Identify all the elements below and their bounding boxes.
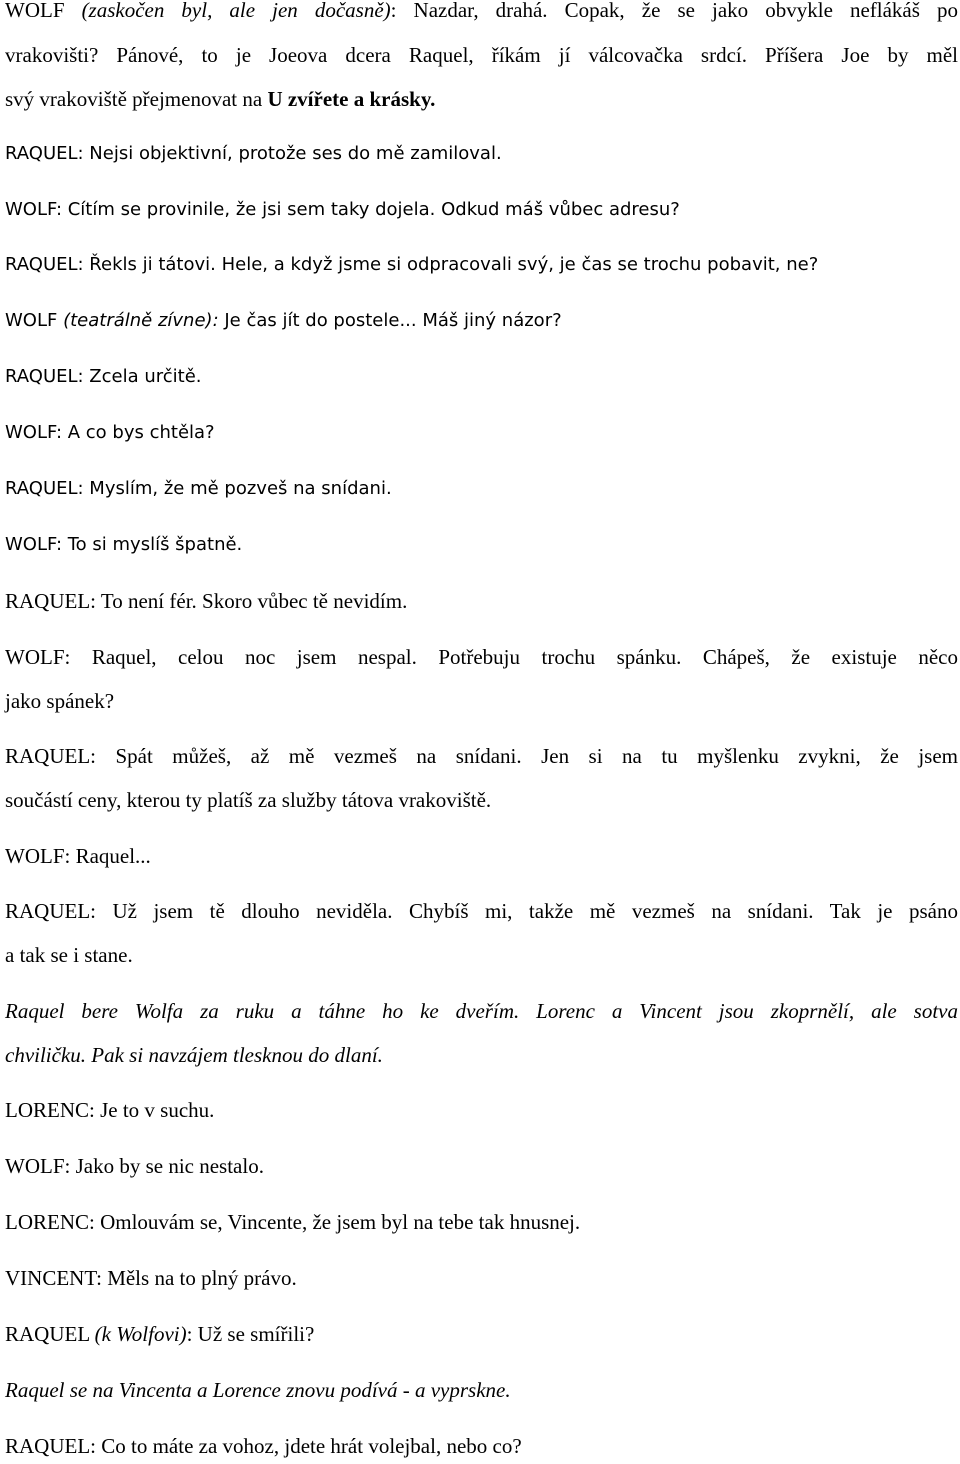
text-line-3 — [5, 86, 435, 112]
dialogue-text: WOLF: Raquel, celou noc jsem nespal. Potřebuju trochu spánku. Chápeš, že existuje něco — [5, 645, 958, 669]
dialogue-text: a tak se i stane. — [5, 943, 133, 967]
text-line-26 — [5, 1321, 314, 1347]
dialogue-text: součástí ceny, kterou ty platíš za služby tátova vrakoviště. — [5, 788, 492, 812]
stage-direction: Raquel se na Vincenta a Lorence znovu podívá - a vyprskne. — [5, 1378, 511, 1402]
text-line-25 — [5, 1265, 297, 1291]
stage-direction-line-27 — [5, 1377, 511, 1403]
text-line-12 — [5, 588, 407, 614]
text-line-15 — [5, 743, 958, 769]
text-line-10 — [5, 476, 392, 502]
dialogue-text: LORENC: Je to v suchu. — [5, 1098, 215, 1122]
dialogue-text: RAQUEL: Řekls ji tátovi. Hele, a když jsme si odpracovali svý, je čas se trochu pobavit, ne? — [5, 254, 819, 275]
text-line-8 — [5, 364, 202, 390]
text-line-11 — [5, 532, 242, 558]
text-line-5 — [5, 197, 680, 223]
dialogue-text: jako spánek? — [5, 689, 115, 713]
stage-direction: (zaskočen byl, ale jen dočasně) — [81, 0, 391, 22]
dialogue-text: WOLF: Raquel... — [5, 844, 151, 868]
text-line-19 — [5, 942, 133, 968]
text-line-18 — [5, 898, 958, 924]
text-line-16 — [5, 787, 491, 813]
stage-direction: (teatrálně zívne): — [63, 310, 219, 331]
text-line-17 — [5, 843, 151, 869]
dialogue-text: svý vrakoviště přejmenovat na — [5, 87, 268, 111]
dialogue-text: RAQUEL: To není fér. Skoro vůbec tě nevidím. — [5, 589, 408, 613]
dialogue-text: RAQUEL: Nejsi objektivní, protože ses do mě zamiloval. — [5, 143, 502, 164]
speaker-wolf: WOLF — [5, 310, 64, 331]
dialogue-text: VINCENT: Měls na to plný právo. — [5, 1266, 297, 1290]
dialogue-text: RAQUEL: Co to máte za vohoz, jdete hrát volejbal, nebo co? — [5, 1434, 522, 1458]
dialogue-text: : Už se smířili? — [186, 1322, 315, 1346]
text-line-9 — [5, 420, 215, 446]
dialogue-text: RAQUEL: Už jsem tě dlouho neviděla. Chybíš mi, takže mě vezmeš na snídani. Tak je psáno — [5, 899, 958, 923]
dialogue-text: Je čas jít do postele... Máš jiný názor? — [218, 310, 562, 331]
dialogue-text: WOLF: Cítím se provinile, že jsi sem taky dojela. Odkud máš vůbec adresu? — [5, 199, 680, 220]
dialogue-text: WOLF: A co bys chtěla? — [5, 422, 215, 443]
dialogue-text: RAQUEL: Myslím, že mě pozveš na snídani. — [5, 478, 392, 499]
dialogue-text: WOLF: Jako by se nic nestalo. — [5, 1154, 264, 1178]
dialogue-text: WOLF: To si myslíš špatně. — [5, 534, 243, 555]
stage-direction: Raquel bere Wolfa za ruku a táhne ho ke dveřím. Lorenc a Vincent jsou zkoprnělí, ale sotva — [5, 999, 958, 1023]
dialogue-text: LORENC: Omlouvám se, Vincente, že jsem byl na tebe tak hnusnej. — [5, 1210, 581, 1234]
speaker-wolf: WOLF — [5, 0, 82, 22]
text-line-14 — [5, 688, 114, 714]
dialogue-text: RAQUEL: Zcela určitě. — [5, 366, 202, 387]
text-line-24 — [5, 1209, 580, 1235]
text-line-13 — [5, 644, 958, 670]
dialogue-text: : Nazdar, drahá. Copak, že se jako obvykle neflákáš po — [390, 0, 958, 22]
dialogue-text: RAQUEL: Spát můžeš, až mě vezmeš na snídani. Jen si na tu myšlenku zvykni, že jsem — [5, 744, 958, 768]
stage-direction-line-20 — [5, 998, 958, 1024]
text-line-7 — [5, 308, 562, 334]
bold-text: U zvířete a krásky. — [267, 87, 436, 111]
stage-direction: (k Wolfovi) — [94, 1322, 187, 1346]
text-line-22 — [5, 1097, 214, 1123]
stage-direction: chviličku. Pak si navzájem tlesknou do dlaní. — [5, 1043, 383, 1067]
text-line-23 — [5, 1153, 264, 1179]
text-line-1 — [5, 0, 958, 23]
dialogue-text: vrakovišti? Pánové, to je Joeova dcera Raquel, říkám jí válcovačka srdcí. Příšera Joe by měl — [5, 43, 958, 67]
text-line-6 — [5, 252, 818, 278]
document-page — [5, 0, 958, 1464]
text-line-4 — [5, 141, 502, 167]
stage-direction-line-21 — [5, 1042, 383, 1068]
text-line-2 — [5, 42, 958, 68]
speaker-raquel: RAQUEL — [5, 1322, 95, 1346]
text-line-28 — [5, 1433, 522, 1459]
